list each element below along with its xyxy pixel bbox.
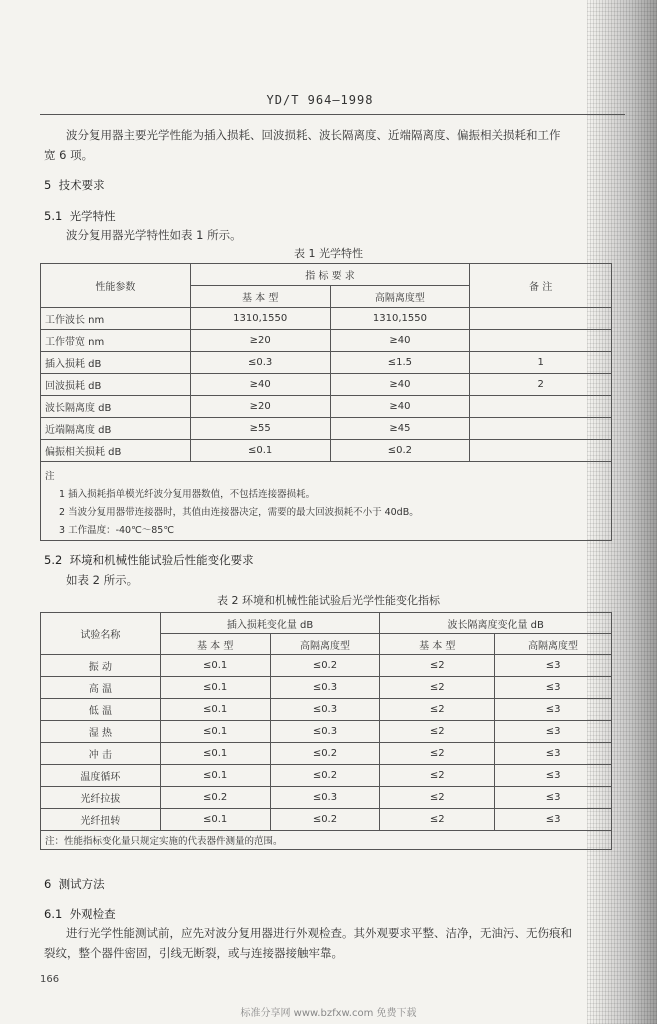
column-header: 基 本 型 bbox=[380, 634, 495, 655]
value-cell: ≤0.1 bbox=[160, 721, 270, 743]
param-cell: 偏振相关损耗 dB bbox=[41, 440, 191, 462]
value-cell: ≥40 bbox=[330, 374, 470, 396]
remark-cell bbox=[470, 330, 612, 352]
table-row bbox=[41, 418, 612, 440]
value-cell: ≥40 bbox=[330, 330, 470, 352]
section-6-1-heading bbox=[44, 906, 116, 922]
column-header: 高隔离度型 bbox=[330, 286, 470, 308]
table-row bbox=[41, 352, 612, 374]
param-cell: 回波损耗 dB bbox=[41, 374, 191, 396]
header-rule bbox=[40, 114, 625, 115]
value-cell: ≤3 bbox=[495, 721, 612, 743]
table-row bbox=[41, 440, 612, 462]
column-header: 插入损耗变化量 dB bbox=[160, 613, 380, 634]
table-row bbox=[41, 743, 612, 765]
section-number: 5.1 bbox=[44, 209, 63, 223]
table-2-environmental-changes bbox=[40, 612, 612, 850]
value-cell: 1310,1550 bbox=[190, 308, 330, 330]
table-notes-row bbox=[41, 831, 612, 850]
remark-cell bbox=[470, 396, 612, 418]
column-header: 性能参数 bbox=[41, 264, 191, 308]
value-cell: ≤0.3 bbox=[190, 352, 330, 374]
value-cell: ≤0.3 bbox=[270, 677, 380, 699]
test-name-cell: 湿 热 bbox=[41, 721, 161, 743]
value-cell: ≤2 bbox=[380, 787, 495, 809]
param-cell: 插入损耗 dB bbox=[41, 352, 191, 374]
table-notes-row bbox=[41, 462, 612, 541]
note-line-2: 2 当波分复用器带连接器时，其值由连接器决定，需要的最大回波损耗不小于 40dB。 bbox=[59, 507, 419, 518]
remark-cell bbox=[470, 440, 612, 462]
remark-cell: 2 bbox=[470, 374, 612, 396]
test-name-cell: 光纤拉拔 bbox=[41, 787, 161, 809]
column-header: 波长隔离度变化量 dB bbox=[380, 613, 612, 634]
value-cell: ≤0.1 bbox=[160, 655, 270, 677]
test-name-cell: 光纤扭转 bbox=[41, 809, 161, 831]
value-cell: ≤2 bbox=[380, 655, 495, 677]
test-name-cell: 低 温 bbox=[41, 699, 161, 721]
note-line-1: 1 插入损耗指单模光纤波分复用器数值，不包括连接器损耗。 bbox=[59, 489, 316, 500]
watermark-footer: 标准分享网 www.bzfxw.com 免费下载 bbox=[240, 1008, 417, 1019]
table-row bbox=[41, 677, 612, 699]
test-name-cell: 高 温 bbox=[41, 677, 161, 699]
value-cell: ≤0.1 bbox=[160, 809, 270, 831]
value-cell: ≥55 bbox=[190, 418, 330, 440]
value-cell: ≤0.2 bbox=[270, 743, 380, 765]
value-cell: ≤0.1 bbox=[160, 765, 270, 787]
param-cell: 工作带宽 nm bbox=[41, 330, 191, 352]
test-name-cell: 温度循环 bbox=[41, 765, 161, 787]
table-row bbox=[41, 699, 612, 721]
value-cell: ≤2 bbox=[380, 699, 495, 721]
value-cell: 1310,1550 bbox=[330, 308, 470, 330]
column-header: 高隔离度型 bbox=[270, 634, 380, 655]
section-number: 5.2 bbox=[44, 553, 63, 567]
page-number: 166 bbox=[40, 974, 60, 985]
value-cell: ≤3 bbox=[495, 787, 612, 809]
column-header: 高隔离度型 bbox=[495, 634, 612, 655]
test-name-cell: 冲 击 bbox=[41, 743, 161, 765]
value-cell: ≤0.3 bbox=[270, 721, 380, 743]
table-2-caption: 表 2 环境和机械性能试验后光学性能变化指标 bbox=[217, 594, 440, 607]
table-row bbox=[41, 787, 612, 809]
param-cell: 工作波长 nm bbox=[41, 308, 191, 330]
value-cell: ≤3 bbox=[495, 743, 612, 765]
column-header: 备 注 bbox=[470, 264, 612, 308]
section-number: 6.1 bbox=[44, 907, 63, 921]
value-cell: ≤0.2 bbox=[270, 809, 380, 831]
note-line-3: 3 工作温度：-40℃～85℃ bbox=[59, 525, 175, 536]
column-header: 试验名称 bbox=[41, 613, 161, 655]
section-title: 环境和机械性能试验后性能变化要求 bbox=[69, 553, 254, 567]
table-1-caption: 表 1 光学特性 bbox=[294, 247, 363, 260]
section-5-heading bbox=[44, 177, 105, 193]
value-cell: ≤1.5 bbox=[330, 352, 470, 374]
table-row bbox=[41, 396, 612, 418]
remark-cell bbox=[470, 418, 612, 440]
value-cell: ≤3 bbox=[495, 699, 612, 721]
section-title: 外观检查 bbox=[69, 907, 116, 921]
value-cell: ≤0.1 bbox=[160, 743, 270, 765]
value-cell: ≤0.1 bbox=[160, 699, 270, 721]
value-cell: ≥20 bbox=[190, 396, 330, 418]
notes-label: 注 bbox=[45, 471, 55, 482]
table-1-optical-properties bbox=[40, 263, 612, 541]
value-cell: ≤2 bbox=[380, 765, 495, 787]
section-title: 光学特性 bbox=[69, 209, 116, 223]
section-6-1-line-2: 裂纹，整个器件密固，引线无断裂，或与连接器接触牢靠。 bbox=[44, 946, 343, 960]
section-number: 6 bbox=[44, 877, 52, 891]
value-cell: ≤0.2 bbox=[270, 765, 380, 787]
intro-line-2: 宽 6 项。 bbox=[44, 148, 94, 162]
section-title: 技术要求 bbox=[58, 178, 105, 192]
value-cell: ≥40 bbox=[190, 374, 330, 396]
section-6-1-line-1: 进行光学性能测试前，应先对波分复用器进行外观检查。其外观要求平整、洁净，无油污、无伤痕和 bbox=[66, 926, 572, 940]
value-cell: ≤3 bbox=[495, 809, 612, 831]
section-title: 测试方法 bbox=[58, 877, 105, 891]
table-row bbox=[41, 809, 612, 831]
value-cell: ≤2 bbox=[380, 721, 495, 743]
value-cell: ≤0.3 bbox=[270, 699, 380, 721]
notes-cell bbox=[41, 462, 612, 541]
test-name-cell: 振 动 bbox=[41, 655, 161, 677]
value-cell: ≤0.2 bbox=[330, 440, 470, 462]
remark-cell: 1 bbox=[470, 352, 612, 374]
table-row bbox=[41, 721, 612, 743]
intro-line-1: 波分复用器主要光学性能为插入损耗、回波损耗、波长隔离度、近端隔离度、偏振相关损耗和工作 bbox=[66, 128, 561, 142]
value-cell: ≥40 bbox=[330, 396, 470, 418]
param-cell: 波长隔离度 dB bbox=[41, 396, 191, 418]
section-5-2-text: 如表 2 所示。 bbox=[66, 573, 139, 587]
column-header: 基 本 型 bbox=[190, 286, 330, 308]
table-row bbox=[41, 308, 612, 330]
standard-header: YD/T 964—1998 bbox=[266, 93, 374, 107]
value-cell: ≤3 bbox=[495, 677, 612, 699]
table-row bbox=[41, 374, 612, 396]
section-6-heading bbox=[44, 876, 105, 892]
value-cell: ≤0.2 bbox=[160, 787, 270, 809]
value-cell: ≤2 bbox=[380, 743, 495, 765]
section-5-1-text: 波分复用器光学特性如表 1 所示。 bbox=[66, 228, 242, 242]
table-row bbox=[41, 765, 612, 787]
value-cell: ≤2 bbox=[380, 677, 495, 699]
value-cell: ≤0.2 bbox=[270, 655, 380, 677]
column-header: 指 标 要 求 bbox=[190, 264, 470, 286]
section-5-2-heading bbox=[44, 552, 254, 568]
table-2-note: 注：性能指标变化量只规定实施的代表器件测量的范围。 bbox=[41, 831, 612, 850]
section-number: 5 bbox=[44, 178, 52, 192]
value-cell: ≤0.1 bbox=[160, 677, 270, 699]
table-row bbox=[41, 330, 612, 352]
section-5-1-heading bbox=[44, 208, 116, 224]
value-cell: ≤0.1 bbox=[190, 440, 330, 462]
column-header: 基 本 型 bbox=[160, 634, 270, 655]
table-row bbox=[41, 655, 612, 677]
remark-cell bbox=[470, 308, 612, 330]
value-cell: ≥45 bbox=[330, 418, 470, 440]
param-cell: 近端隔离度 dB bbox=[41, 418, 191, 440]
value-cell: ≥20 bbox=[190, 330, 330, 352]
value-cell: ≤3 bbox=[495, 765, 612, 787]
value-cell: ≤0.3 bbox=[270, 787, 380, 809]
value-cell: ≤3 bbox=[495, 655, 612, 677]
value-cell: ≤2 bbox=[380, 809, 495, 831]
